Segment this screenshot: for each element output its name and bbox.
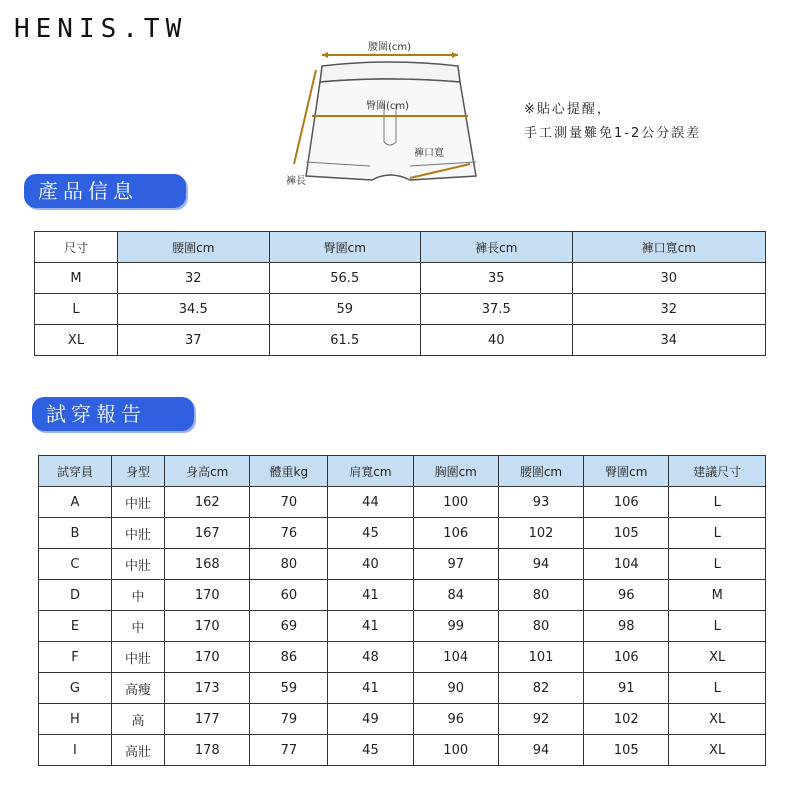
fit-cell: 70	[250, 487, 328, 518]
fit-cell: 105	[584, 518, 669, 549]
boxer-outline	[280, 30, 500, 200]
fit-cell: 101	[498, 642, 583, 673]
fit-cell: 49	[328, 704, 413, 735]
fit-cell: 106	[584, 487, 669, 518]
table-row	[39, 611, 766, 642]
fit-cell: 高	[111, 704, 164, 735]
fit-cell: 104	[413, 642, 498, 673]
fit-cell: 168	[165, 549, 250, 580]
fit-cell: E	[39, 611, 112, 642]
brand-logo-text: HENIS.TW	[14, 14, 188, 44]
size-header-cell: 尺寸	[35, 232, 118, 263]
leg-opening-label: 褲口寬	[414, 148, 444, 159]
fit-header-cell: 臀圍cm	[584, 456, 669, 487]
fit-cell: 41	[328, 673, 413, 704]
size-cell: M	[35, 263, 118, 294]
table-row	[39, 487, 766, 518]
size-header-cell: 臀圍cm	[269, 232, 421, 263]
size-cell: 40	[421, 325, 573, 356]
fit-cell: 99	[413, 611, 498, 642]
size-cell: 30	[572, 263, 766, 294]
fit-header-cell: 身型	[111, 456, 164, 487]
table-row	[39, 518, 766, 549]
fit-cell: 94	[498, 549, 583, 580]
fit-cell: 102	[498, 518, 583, 549]
fit-cell: 45	[328, 735, 413, 766]
fit-cell: 41	[328, 580, 413, 611]
fit-cell: C	[39, 549, 112, 580]
size-cell: XL	[35, 325, 118, 356]
size-header-cell: 褲口寬cm	[572, 232, 766, 263]
fit-cell: A	[39, 487, 112, 518]
fit-cell: 105	[584, 735, 669, 766]
fit-cell: 80	[250, 549, 328, 580]
fit-report-title: 試穿報告	[32, 397, 194, 431]
length-label: 褲長	[286, 176, 306, 187]
size-table-header-row	[35, 232, 766, 263]
size-table	[34, 231, 766, 356]
fit-cell: 96	[584, 580, 669, 611]
fit-cell: 79	[250, 704, 328, 735]
fit-header-cell: 建議尺寸	[669, 456, 766, 487]
table-row	[35, 325, 766, 356]
fit-cell: 100	[413, 487, 498, 518]
fit-cell: XL	[669, 704, 766, 735]
fit-cell: G	[39, 673, 112, 704]
fit-cell: XL	[669, 735, 766, 766]
size-header-cell: 腰圍cm	[118, 232, 270, 263]
fit-cell: 162	[165, 487, 250, 518]
fit-cell: 178	[165, 735, 250, 766]
measurement-reminder	[524, 98, 701, 146]
fit-cell: 中壯	[111, 487, 164, 518]
product-info-title: 產品信息	[24, 174, 186, 208]
fit-cell: 97	[413, 549, 498, 580]
fit-cell: I	[39, 735, 112, 766]
fit-cell: M	[669, 580, 766, 611]
fit-cell: 170	[165, 642, 250, 673]
fit-cell: 93	[498, 487, 583, 518]
table-row	[39, 549, 766, 580]
fit-cell: 59	[250, 673, 328, 704]
size-header-cell: 褲長cm	[421, 232, 573, 263]
fit-header-cell: 試穿員	[39, 456, 112, 487]
fit-cell: 77	[250, 735, 328, 766]
boxer-measure-diagram	[280, 30, 500, 200]
fit-cell: XL	[669, 642, 766, 673]
size-cell: 59	[269, 294, 421, 325]
table-row	[39, 735, 766, 766]
fit-cell: 98	[584, 611, 669, 642]
fit-cell: 96	[413, 704, 498, 735]
table-row	[39, 704, 766, 735]
size-cell: 34	[572, 325, 766, 356]
fit-cell: 90	[413, 673, 498, 704]
fit-cell: 170	[165, 611, 250, 642]
fit-cell: F	[39, 642, 112, 673]
fit-cell: L	[669, 487, 766, 518]
fit-cell: 中壯	[111, 518, 164, 549]
fit-cell: 69	[250, 611, 328, 642]
size-cell: 35	[421, 263, 573, 294]
fit-cell: 173	[165, 673, 250, 704]
fit-cell: 高壯	[111, 735, 164, 766]
fit-cell: 167	[165, 518, 250, 549]
fit-header-cell: 胸圍cm	[413, 456, 498, 487]
hip-label: 臀圍(cm)	[366, 101, 410, 112]
fit-cell: D	[39, 580, 112, 611]
fit-cell: 48	[328, 642, 413, 673]
fit-cell: 44	[328, 487, 413, 518]
size-cell: 32	[572, 294, 766, 325]
table-row	[39, 642, 766, 673]
fit-cell: L	[669, 518, 766, 549]
fit-cell: 106	[584, 642, 669, 673]
fit-cell: 82	[498, 673, 583, 704]
size-cell: 37	[118, 325, 270, 356]
fit-cell: 100	[413, 735, 498, 766]
fit-cell: 45	[328, 518, 413, 549]
fit-table-header-row	[39, 456, 766, 487]
table-row	[35, 263, 766, 294]
size-cell: 32	[118, 263, 270, 294]
fit-cell: 80	[498, 611, 583, 642]
fit-cell: 高瘦	[111, 673, 164, 704]
fit-cell: 102	[584, 704, 669, 735]
size-cell: 37.5	[421, 294, 573, 325]
fit-cell: 91	[584, 673, 669, 704]
fit-cell: 中	[111, 580, 164, 611]
size-cell: 34.5	[118, 294, 270, 325]
fit-header-cell: 肩寬cm	[328, 456, 413, 487]
table-row	[39, 673, 766, 704]
fit-cell: B	[39, 518, 112, 549]
fit-header-cell: 腰圍cm	[498, 456, 583, 487]
fit-cell: 177	[165, 704, 250, 735]
fit-cell: 80	[498, 580, 583, 611]
size-cell: 61.5	[269, 325, 421, 356]
fit-cell: L	[669, 611, 766, 642]
fit-cell: L	[669, 549, 766, 580]
fit-cell: 60	[250, 580, 328, 611]
fit-header-cell: 身高cm	[165, 456, 250, 487]
fit-cell: 170	[165, 580, 250, 611]
fit-cell: 92	[498, 704, 583, 735]
fit-cell: H	[39, 704, 112, 735]
fit-cell: 中	[111, 611, 164, 642]
fit-cell: 中壯	[111, 549, 164, 580]
reminder-line-1: ※貼心提醒，	[524, 102, 612, 117]
reminder-line-2: 手工測量難免1-2公分誤差	[524, 126, 702, 141]
fit-cell: 41	[328, 611, 413, 642]
waist-label: 腰圍(cm)	[368, 42, 412, 53]
fit-cell: 76	[250, 518, 328, 549]
fit-cell: 94	[498, 735, 583, 766]
table-row	[35, 294, 766, 325]
fit-cell: 中壯	[111, 642, 164, 673]
table-row	[39, 580, 766, 611]
fit-cell: 84	[413, 580, 498, 611]
size-cell: L	[35, 294, 118, 325]
fit-cell: L	[669, 673, 766, 704]
fit-report-table	[38, 455, 766, 766]
fit-cell: 104	[584, 549, 669, 580]
fit-cell: 86	[250, 642, 328, 673]
size-cell: 56.5	[269, 263, 421, 294]
fit-cell: 40	[328, 549, 413, 580]
fit-cell: 106	[413, 518, 498, 549]
fit-header-cell: 體重kg	[250, 456, 328, 487]
